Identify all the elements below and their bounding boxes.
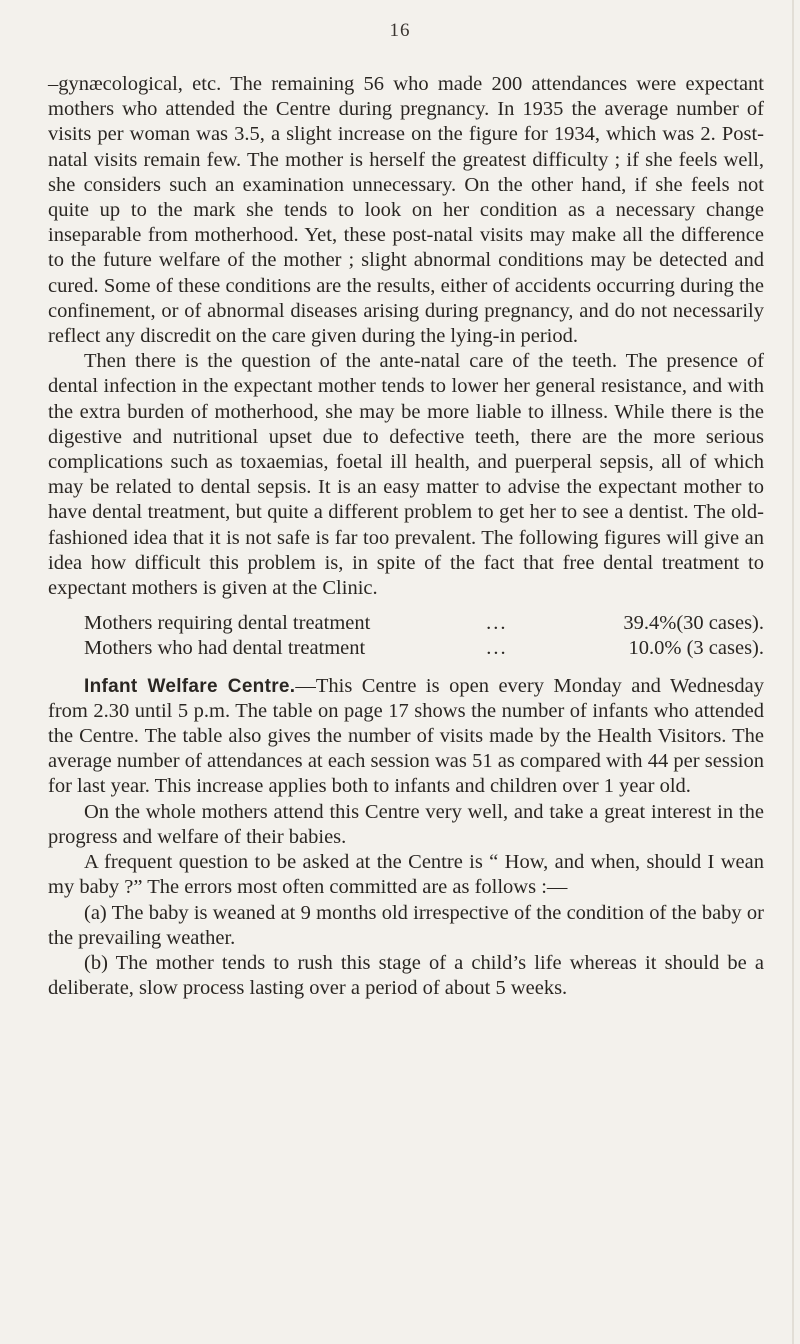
- list-item-b: (b) The mother tends to rush this stage of a child’s life whereas it should be a deliberate, slow process lasting over a period of about 5 weeks.: [48, 951, 764, 1000]
- paragraph-infant-welfare-text: —This Centre is open every Monday and Wednesday from 2.30 until 5 p.m. The table on page 17 shows the number of infants who attended the Centre. The table also gives the number of visits made by the Health Visitors. The average number of attendances at each session was 51 as compared with 44 per session for last year. This increase applies both to infants and children over 1 year old.: [48, 674, 764, 798]
- list-item-a: (a) The baby is weaned at 9 months old irrespective of the condition of the baby or the prevailing weather.: [48, 901, 764, 949]
- paragraph-weaning-question: A frequent question to be asked at the Centre is “ How, and when, should I wean my baby ?” The errors most often committed are as follows :—: [48, 851, 764, 899]
- paragraph-postnatal: –gynæcological, etc. The remaining 56 who made 200 attendances were expectant mothers who attended the Centre during pregnancy. In 1935 the average number of visits per woman was 3.5, a slight increase on the figure for 1934, which was 2. Post-natal visits remain few. The mother is herself the greatest difficulty ; if she feels well, she considers such an examination unnecessary. On the other hand, if she feels not quite up to the mark she tends to look on her condition as a necessary change inseparable from motherhood. Yet, these post-natal visits may make all the difference to the future welfare of the mother ; slight abnormal conditions may be detected and cured. Some of these conditions are the results, either of accidents occurring during the confinement, or of abnormal diseases arising during pregnancy, and do not necessarily reflect any discredit on the care given during the lying-in period.: [48, 73, 764, 348]
- stat-row: [84, 636, 764, 661]
- stat-value: 10.0% (3 cases).: [628, 637, 764, 660]
- stat-value: 39.4%(30 cases).: [623, 612, 764, 635]
- stat-label: Mothers requiring dental treatment: [84, 612, 371, 635]
- paragraph-attendance: On the whole mothers attend this Centre very well, and take a great interest in the progress and welfare of their babies.: [48, 800, 764, 848]
- dental-statistics: [48, 611, 764, 661]
- page-number: 16: [389, 20, 411, 41]
- section-heading: Infant Welfare Centre.: [84, 675, 296, 697]
- stat-row: [84, 611, 764, 636]
- stat-leader: ...: [486, 637, 508, 660]
- stat-label: Mothers who had dental treatment: [84, 637, 366, 660]
- stat-leader: ...: [486, 612, 508, 635]
- paragraph-dental-care: Then there is the question of the ante-natal care of the teeth. The presence of dental infection in the expectant mother tends to lower her general resistance, and with the extra burden of motherhood, she may be more liable to illness. While there is the digestive and nutritional upset due to defective teeth, there are the more serious complications such as toxaemias, foetal ill health, and puerperal sepsis, all of which may be related to dental sepsis. It is an easy matter to advise the expectant mother to have dental treatment, but quite a different problem to get her to see a dentist. The old-fashioned idea that it is not safe is far too prevalent. The following figures will give an idea how difficult this problem is, in spite of the fact that free dental treatment to expectant mothers is given at the Clinic.: [48, 350, 764, 600]
- body-text: [48, 72, 764, 1001]
- paragraph-infant-welfare: [48, 674, 764, 800]
- page-edge-shadow: [792, 0, 794, 1344]
